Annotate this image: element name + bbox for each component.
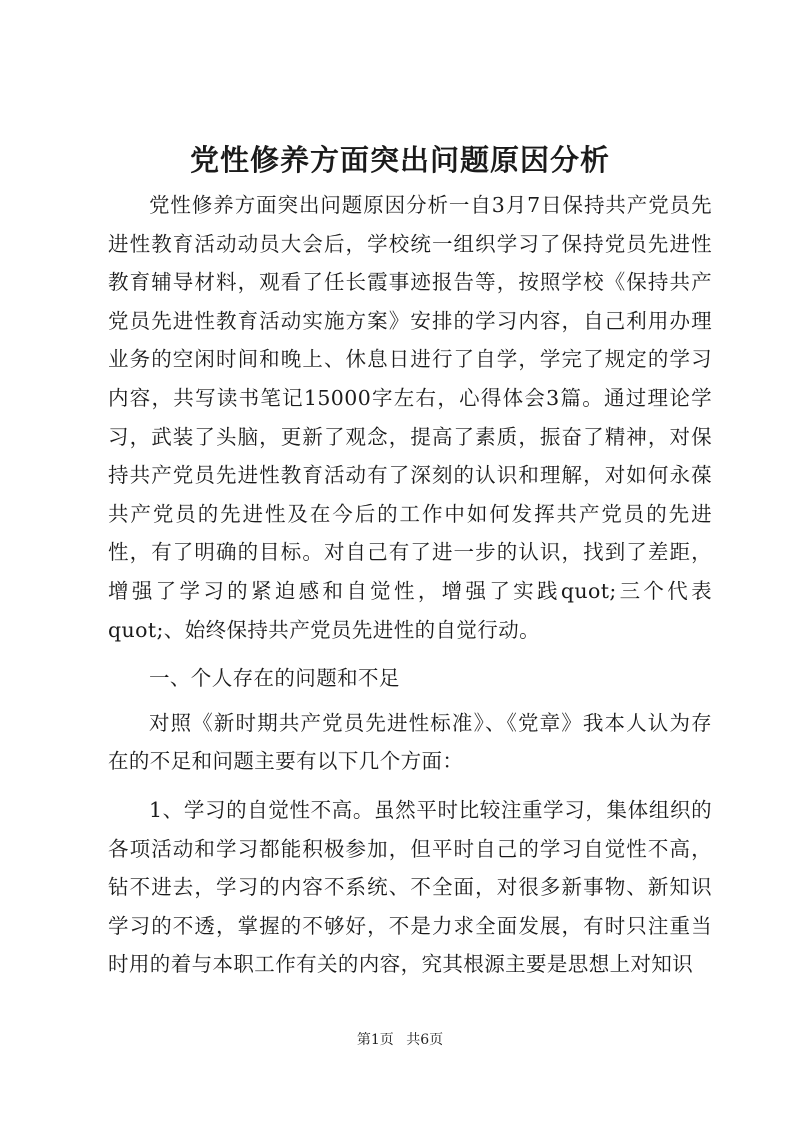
page-footer: [0, 1030, 800, 1050]
document-body: [108, 186, 712, 994]
paragraph-criteria: 对照《新时期共产党员先进性标准》、《党章》我本人认为存在的不足和问题主要有以下几个方面：: [108, 710, 712, 774]
page-number-total: 共6页: [406, 1032, 444, 1048]
document-title: 党性修养方面突出问题原因分析: [189, 143, 610, 177]
paragraph-intro: 党性修养方面突出问题原因分析一自3月7日保持共产党员先进性教育活动动员大会后，学校统一组织学习了保持党员先进性教育辅导材料，观看了任长霞事迹报告等，按照学校《保持共产党员先进性教育活动实施方案》安排的学习内容，自己利用办理业务的空闲时间和晚上、休息日进行了自学，学完了规定的学习内容，共写读书笔记15000字左右，心得体会3篇。通过理论学习，武装了头脑，更新了观念，提高了素质，振奋了精神，对保持共产党员先进性教育活动有了深刻的认识和理解，对如何永葆共产党员的先进性及在今后的工作中如何发挥共产党员的先进性，有了明确的目标。对自己有了进一步的认识，找到了差距，增强了学习的紧迫感和自觉性，增强了实践quot;三个代表quot;、始终保持共产党员先进性的自觉行动。: [108, 193, 712, 642]
page-number-current: 第1页: [356, 1032, 394, 1048]
paragraph-point-1: 1、学习的自觉性不高。虽然平时比较注重学习，集体组织的各项活动和学习都能积极参加，但平时自己的学习自觉性不高，钻不进去，学习的内容不系统、不全面，对很多新事物、新知识学习的不透，掌握的不够好，不是力求全面发展，有时只注重当时用的着与本职工作有关的内容，究其根源主要是思想上对知识: [108, 797, 712, 977]
section-heading-problems: 一、个人存在的问题和不足: [149, 666, 400, 691]
